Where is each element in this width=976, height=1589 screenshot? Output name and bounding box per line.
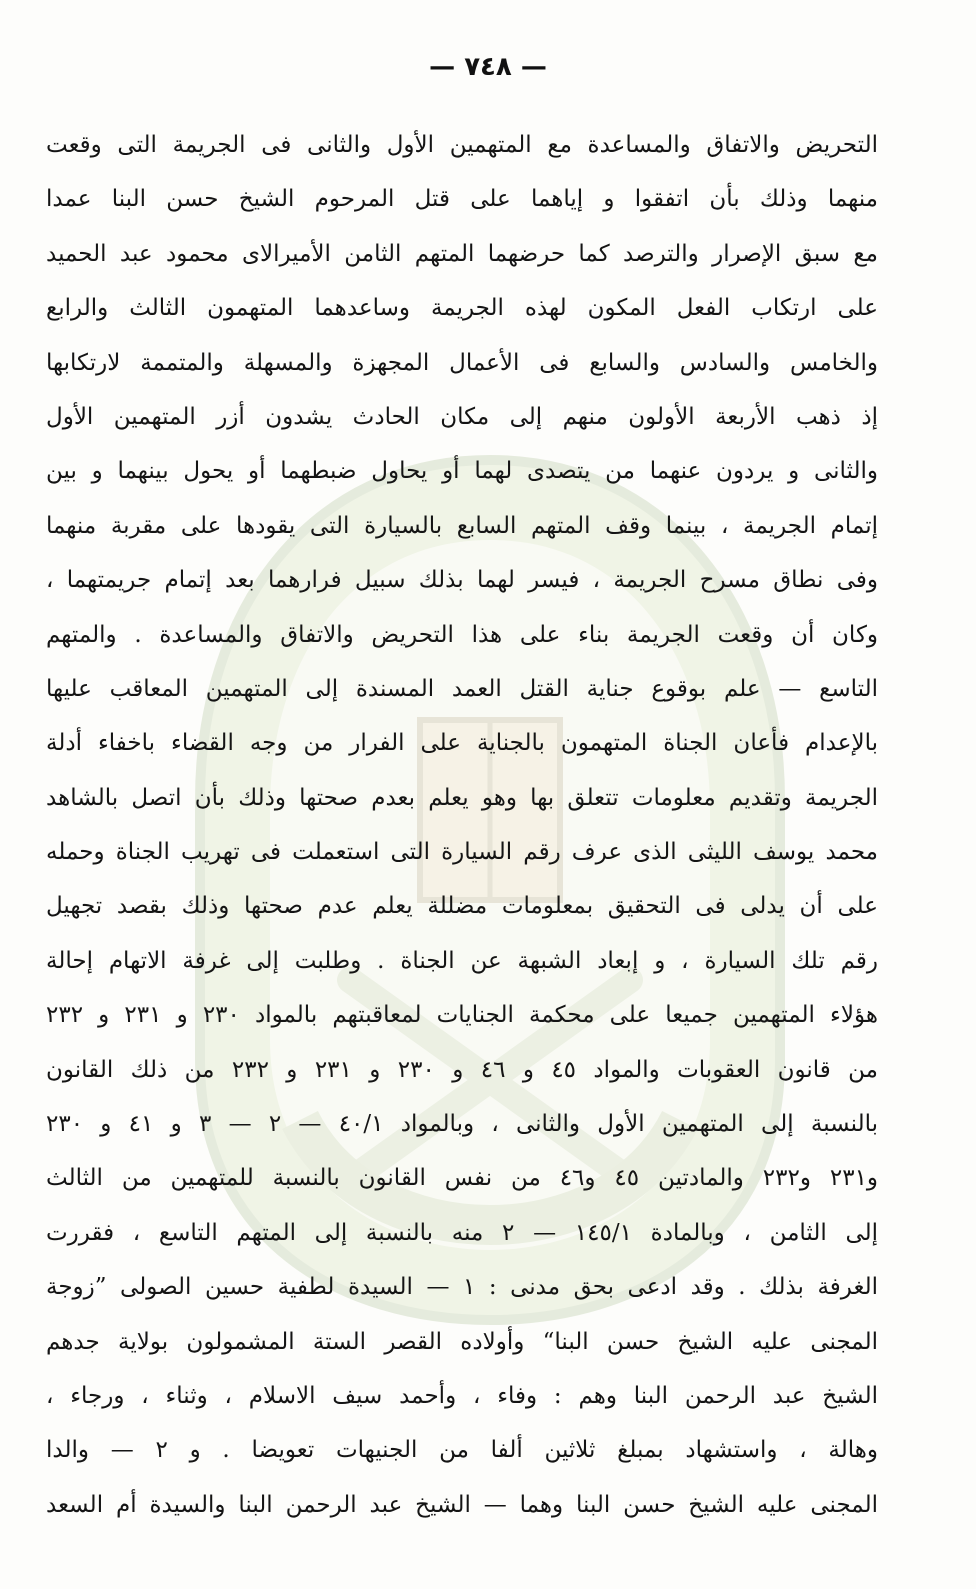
text-line: التاسع — علم بوقوع جناية القتل العمد المسندة إلى المتهمين المعاقب عليها [46, 675, 878, 702]
text-line: وهالة ، واستشهاد بمبلغ ثلاثين ألفا من الجنيهات تعويضا . و ٢ — والدا [46, 1437, 878, 1464]
text-line: وفى نطاق مسرح الجريمة ، فيسر لهما بذلك سبيل فرارهما بعد إتمام جريمتهما ، [46, 567, 878, 594]
text-line: محمد يوسف الليثى الذى عرف رقم السيارة التى استعملت فى تهريب الجناة وحمله [46, 839, 878, 866]
text-line: بالإعدام فأعان الجناة المتهمون بالجناية على الفرار من وجه القضاء باخفاء أدلة [46, 730, 878, 757]
text-line: منهما وذلك بأن اتفقوا و إياهما على قتل المرحوم الشيخ حسن البنا عمدا [46, 186, 878, 213]
text-line: رقم تلك السيارة ، و إبعاد الشبهة عن الجناة . وطلبت إلى غرفة الاتهام إحالة [46, 947, 878, 974]
text-line: إتمام الجريمة ، بينما وقف المتهم السابع بالسيارة التى يقودها على مقربة منهما [46, 512, 878, 539]
body-text [46, 118, 878, 1532]
page-number: — ٧٤٨ — [429, 52, 547, 82]
text-line: الشيخ عبد الرحمن البنا وهم : وفاء ، وأحمد سيف الاسلام ، وثناء ، ورجاء ، [46, 1382, 878, 1409]
text-line: الغرفة بذلك . وقد ادعى بحق مدنى : ١ — السيدة لطفية حسين الصولى ”زوجة [46, 1274, 878, 1301]
text-line: على أن يدلى فى التحقيق بمعلومات مضللة يعلم عدم صحتها وذلك بقصد تجهيل [46, 893, 878, 920]
text-line: والثانى و يردون عنهما من يتصدى لهما أو يحاول ضبطهما أو يحول بينهما و بين [46, 458, 878, 485]
text-line: بالنسبة إلى المتهمين الأول والثانى ، وبالمواد ٤٠/١ — ٢ — ٣ و ٤١ و ٢٣٠ [46, 1111, 878, 1138]
text-line: من قانون العقوبات والمواد ٤٥ و ٤٦ و ٢٣٠ و ٢٣١ و ٢٣٢ من ذلك القانون [46, 1056, 878, 1083]
text-line: وكان أن وقعت الجريمة بناء على هذا التحريض والاتفاق والمساعدة . والمتهم [46, 621, 878, 648]
text-line: المجنى عليه الشيخ حسن البنا وهما — الشيخ عبد الرحمن البنا والسيدة أم السعد [46, 1491, 878, 1518]
text-line: والخامس والسادس والسابع فى الأعمال المجهزة والمسهلة والمتممة لارتكابها [46, 349, 878, 376]
text-line: إذ ذهب الأربعة الأولون منهم إلى مكان الحادث يشدون أزر المتهمين الأول [46, 403, 878, 430]
text-line: و٢٣١ و٢٣٢ والمادتين ٤٥ و٤٦ من نفس القانون بالنسبة للمتهمين من الثالث [46, 1165, 878, 1192]
text-line: إلى الثامن ، وبالمادة ١٤٥/١ — ٢ منه بالنسبة إلى المتهم التاسع ، فقررت [46, 1219, 878, 1246]
text-line: التحريض والاتفاق والمساعدة مع المتهمين الأول والثانى فى الجريمة التى وقعت [46, 132, 878, 158]
text-line: الجريمة وتقديم معلومات تتعلق بها وهو يعلم بعدم صحتها وذلك بأن اتصل بالشاهد [46, 784, 878, 811]
text-line: على ارتكاب الفعل المكون لهذه الجريمة وساعدهما المتهمون الثالث والرابع [46, 295, 878, 322]
text-line: مع سبق الإصرار والترصد كما حرضهما المتهم الثامن الأميرالاى محمود عبد الحميد [46, 240, 878, 267]
text-line: هؤلاء المتهمين جميعا على محكمة الجنايات لمعاقبتهم بالمواد ٢٣٠ و ٢٣١ و ٢٣٢ [46, 1002, 878, 1029]
text-line: المجنى عليه الشيخ حسن البنا“ وأولاده القصر الستة المشمولون بولاية جدهم [46, 1328, 878, 1355]
